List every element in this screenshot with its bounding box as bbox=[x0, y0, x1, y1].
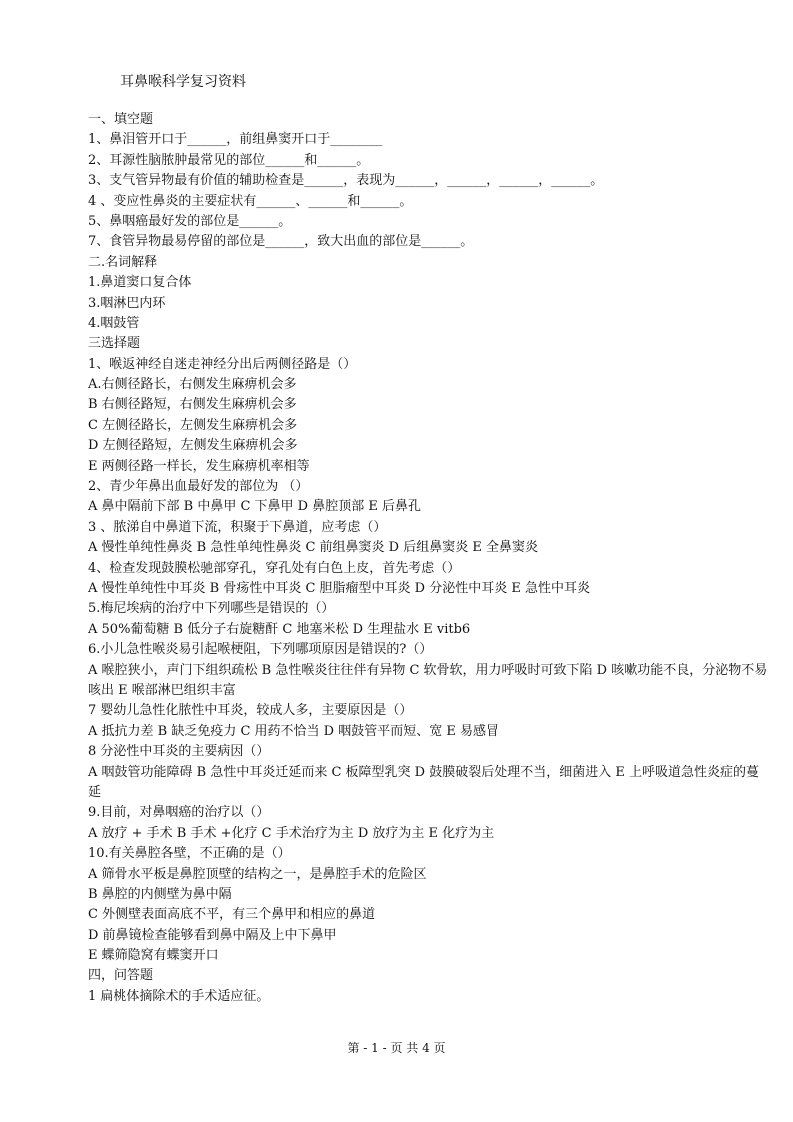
section-heading-choice: 三选择题 bbox=[88, 336, 141, 352]
choice-line: A 放疗 + 手术 B 手术 +化疗 C 手术治疗为主 D 放疗为主 E 化疗为主 bbox=[88, 825, 495, 841]
choice-line: E 两侧径路一样长，发生麻痹机率相等 bbox=[88, 458, 310, 474]
choice-line: E 蝶筛隐窝有蝶窦开口 bbox=[88, 948, 219, 964]
fill-question: 2、耳源性脑脓肿最常见的部位______和______。 bbox=[88, 152, 370, 168]
choice-line: A 慢性单纯性鼻炎 B 急性单纯性鼻炎 C 前组鼻窦炎 D 后组鼻窦炎 E 全鼻窦炎 bbox=[88, 540, 538, 556]
choice-line: A 筛骨水平板是鼻腔顶壁的结构之一，是鼻腔手术的危险区 bbox=[88, 866, 427, 882]
choice-line: A 慢性单纯性中耳炎 B 骨疡性中耳炎 C 胆脂瘤型中耳炎 D 分泌性中耳炎 E 急性中耳炎 bbox=[88, 580, 590, 596]
choice-line: 4、检查发现鼓膜松驰部穿孔，穿孔处有白色上皮，首先考虑（） bbox=[88, 560, 461, 576]
choice-line: 6.小儿急性喉炎易引起喉梗阻，下列哪项原因是错误的?（） bbox=[88, 642, 433, 658]
choice-options-q6: A 喉腔狭小，声门下组织疏松 B 急性喉炎往往伴有异物 C 软骨软，用力呼吸时可致下陷 D 咳嗽功能不良，分泌物不易咳出 E 喉部淋巴组织丰富 bbox=[88, 662, 768, 698]
choice-line: A.右侧径路长，右侧发生麻痹机会多 bbox=[88, 377, 297, 393]
choice-line: 2、青少年鼻出血最好发的部位为 （） bbox=[88, 479, 309, 495]
fill-question: 5、鼻咽癌最好发的部位是______。 bbox=[88, 213, 292, 229]
choice-line: B 右侧径路短，右侧发生麻痹机会多 bbox=[88, 397, 297, 413]
choice-line: D 前鼻镜检查能够看到鼻中隔及上中下鼻甲 bbox=[88, 927, 337, 943]
page-footer: 第 - 1 - 页 共 4 页 bbox=[347, 1041, 446, 1055]
choice-line: 5.梅尼埃病的治疗中下列哪些是错误的（） bbox=[88, 601, 335, 617]
choice-line: C 外侧壁表面高底不平，有三个鼻甲和相应的鼻道 bbox=[88, 907, 376, 923]
choice-line: 1、喉返神经自迷走神经分出后两侧径路是（） bbox=[88, 356, 357, 372]
fill-question: 4 、变应性鼻炎的主要症状有______、______和______。 bbox=[88, 193, 413, 209]
choice-line: 8 分泌性中耳炎的主要病因（） bbox=[88, 744, 270, 760]
choice-line: B 鼻腔的内侧壁为鼻中隔 bbox=[88, 886, 232, 902]
choice-line: A 50%葡萄糖 B 低分子右旋糖酐 C 地塞米松 D 生理盐水 E vitb6 bbox=[88, 621, 471, 637]
term-item: 1.鼻道窦口复合体 bbox=[88, 275, 192, 291]
choice-line: A 鼻中隔前下部 B 中鼻甲 C 下鼻甲 D 鼻腔顶部 E 后鼻孔 bbox=[88, 499, 421, 515]
choice-line: A 抵抗力差 B 缺乏免疫力 C 用药不恰当 D 咽鼓管平而短、宽 E 易感冒 bbox=[88, 723, 499, 739]
qa-item: 1 扁桃体摘除术的手术适应征。 bbox=[88, 988, 270, 1004]
fill-question: 1、鼻泪管开口于______，前组鼻窦开口于________ bbox=[88, 132, 383, 148]
fill-question: 7、食管异物最易停留的部位是______，致大出血的部位是______。 bbox=[88, 234, 474, 250]
section-heading-terms: 二.名词解释 bbox=[88, 254, 158, 270]
section-heading-qa: 四，问答题 bbox=[88, 968, 154, 984]
choice-line: C 左侧径路长，左侧发生麻痹机会多 bbox=[88, 417, 298, 433]
choice-options-q8: A 咽鼓管功能障碍 B 急性中耳炎迁延而来 C 板障型乳突 D 鼓膜破裂后处理不当，细菌进入 E 上呼吸道急性炎症的蔓延 bbox=[88, 764, 759, 800]
choice-line: 7 婴幼儿急性化脓性中耳炎，较成人多，主要原因是（） bbox=[88, 703, 413, 719]
choice-line: D 左侧径路短，左侧发生麻痹机会多 bbox=[88, 438, 298, 454]
choice-line: 3 、脓涕自中鼻道下流，积聚于下鼻道，应考虑（） bbox=[88, 519, 387, 535]
choice-line: 10.有关鼻腔各壁，不正确的是（） bbox=[88, 846, 291, 862]
term-item: 3.咽淋巴内环 bbox=[88, 295, 166, 311]
document-body bbox=[88, 110, 768, 1007]
fill-question: 3、支气管异物最有价值的辅助检查是______，表现为______，______，______，______。 bbox=[88, 173, 604, 189]
term-item: 4.咽鼓管 bbox=[88, 315, 140, 331]
document-title: 耳鼻喉科学复习资料 bbox=[120, 74, 246, 90]
section-heading-fill: 一、填空题 bbox=[88, 112, 154, 127]
choice-line: 9.目前，对鼻咽癌的治疗以（） bbox=[88, 805, 270, 821]
